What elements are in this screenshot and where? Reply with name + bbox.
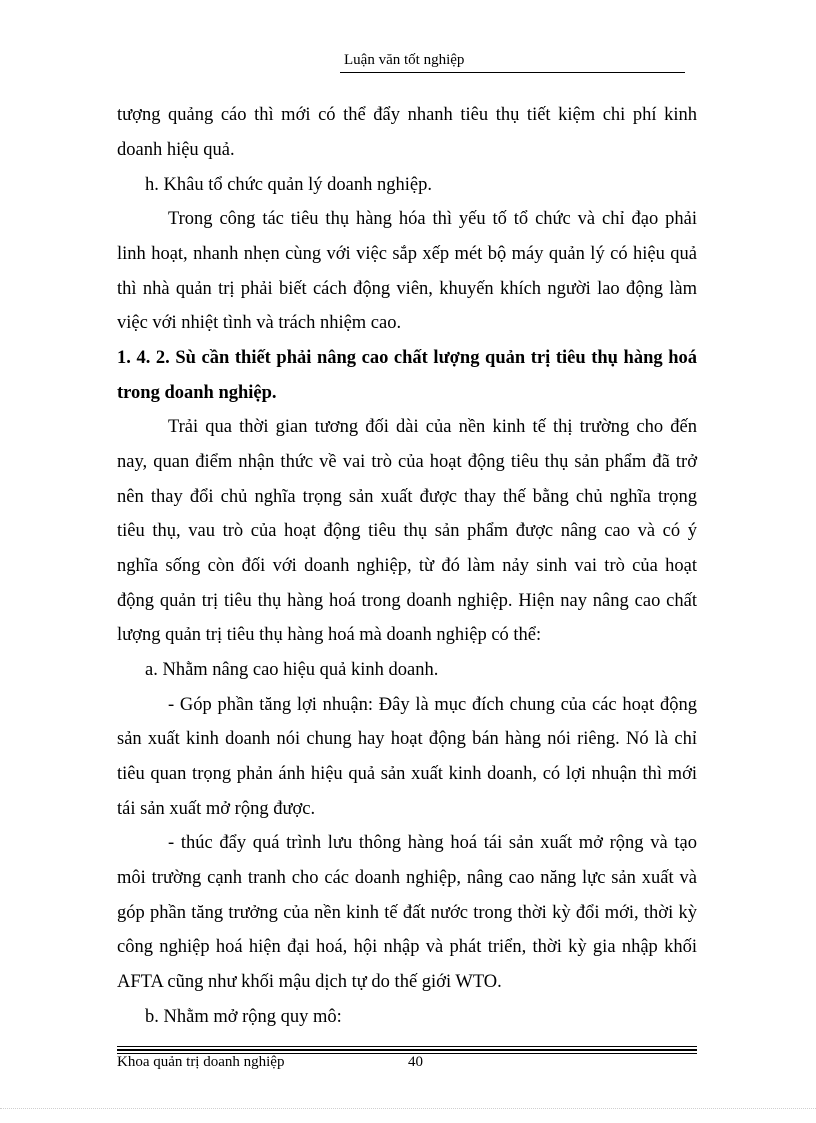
page-number: 40 <box>408 1054 423 1070</box>
text-line: lượng quản trị tiêu thụ hàng hoá mà doanh nghiệp có thể: <box>117 625 542 645</box>
text-line: - thúc đẩy quá trình lưu thông hàng hoá tái sản xuất mở rộng và tạo <box>168 833 697 853</box>
text-line: Trải qua thời gian tương đối dài của nền kinh tế thị trường cho đến <box>168 417 697 437</box>
footer-rule <box>117 1049 697 1051</box>
text-line: tái sản xuất mở rộng được. <box>117 799 316 819</box>
text-line: Trong công tác tiêu thụ hàng hóa thì yếu tố tổ chức và chỉ đạo phải <box>168 209 697 229</box>
text-line: a. Nhằm nâng cao hiệu quả kinh doanh. <box>145 660 439 680</box>
text-line: b. Nhằm mở rộng quy mô: <box>145 1007 342 1027</box>
text-line: h. Khâu tổ chức quản lý doanh nghiệp. <box>145 175 432 195</box>
text-line: doanh hiệu quả. <box>117 140 235 160</box>
section-heading: 1. 4. 2. Sù cần thiết phải nâng cao chất lượng quản trị tiêu thụ hàng hoá <box>117 348 697 368</box>
text-line: sản xuất kinh doanh nói chung hay hoạt động bán hàng nói riêng. Nó là chỉ <box>117 729 697 749</box>
page-header <box>340 52 685 73</box>
section-heading: trong doanh nghiệp. <box>117 383 277 403</box>
text-line: công nghiệp hoá hiện đại hoá, hội nhập và phát triển, thời kỳ gia nhập khối <box>117 937 697 957</box>
footer-rule <box>117 1046 697 1047</box>
text-line: - Góp phần tăng lợi nhuận: Đây là mục đích chung của các hoạt động <box>168 695 697 715</box>
text-line: việc với nhiệt tình và trách nhiệm cao. <box>117 313 402 333</box>
text-line: tiêu quan trọng phản ánh hiệu quả sản xuất kinh doanh, có lợi nhuận thì mới <box>117 764 697 784</box>
text-line: tượng quảng cáo thì mới có thể đẩy nhanh tiêu thụ tiết kiệm chi phí kinh <box>117 105 697 125</box>
text-line: môi trường cạnh tranh cho các doanh nghiệp, nâng cao năng lực sản xuất và <box>117 868 697 888</box>
text-line: tiêu thụ, vau trò của hoạt động tiêu thụ sản phẩm được nâng cao và có ý <box>117 521 697 541</box>
text-line: góp phần tăng trưởng của nền kinh tế đất nước trong thời kỳ đổi mới, thời kỳ <box>117 903 697 923</box>
text-line: thì nhà quản trị phải biết cách động viên, khuyến khích người lao động làm <box>117 279 697 299</box>
text-line: nay, quan điểm nhận thức về vai trò của hoạt động tiêu thụ sản phẩm đã trở <box>117 452 697 472</box>
text-line: linh hoạt, nhanh nhẹn cùng với việc sắp xếp mét bộ máy quản lý có hiệu quả <box>117 244 697 264</box>
text-line: nên thay đổi chủ nghĩa trọng sản xuất được thay thế bằng chủ nghĩa trọng <box>117 487 697 507</box>
footer-department: Khoa quản trị doanh nghiệp <box>117 1054 285 1070</box>
page-boundary <box>0 1108 816 1109</box>
text-line: nghĩa sống còn đối với doanh nghiệp, từ đó làm nảy sinh vai trò của hoạt <box>117 556 697 576</box>
text-line: động quản trị tiêu thụ hàng hoá trong doanh nghiệp. Hiện nay nâng cao chất <box>117 591 697 611</box>
header-title: Luận văn tốt nghiệp <box>344 52 465 68</box>
text-line: AFTA cũng như khối mậu dịch tự do thế giới WTO. <box>117 972 502 992</box>
